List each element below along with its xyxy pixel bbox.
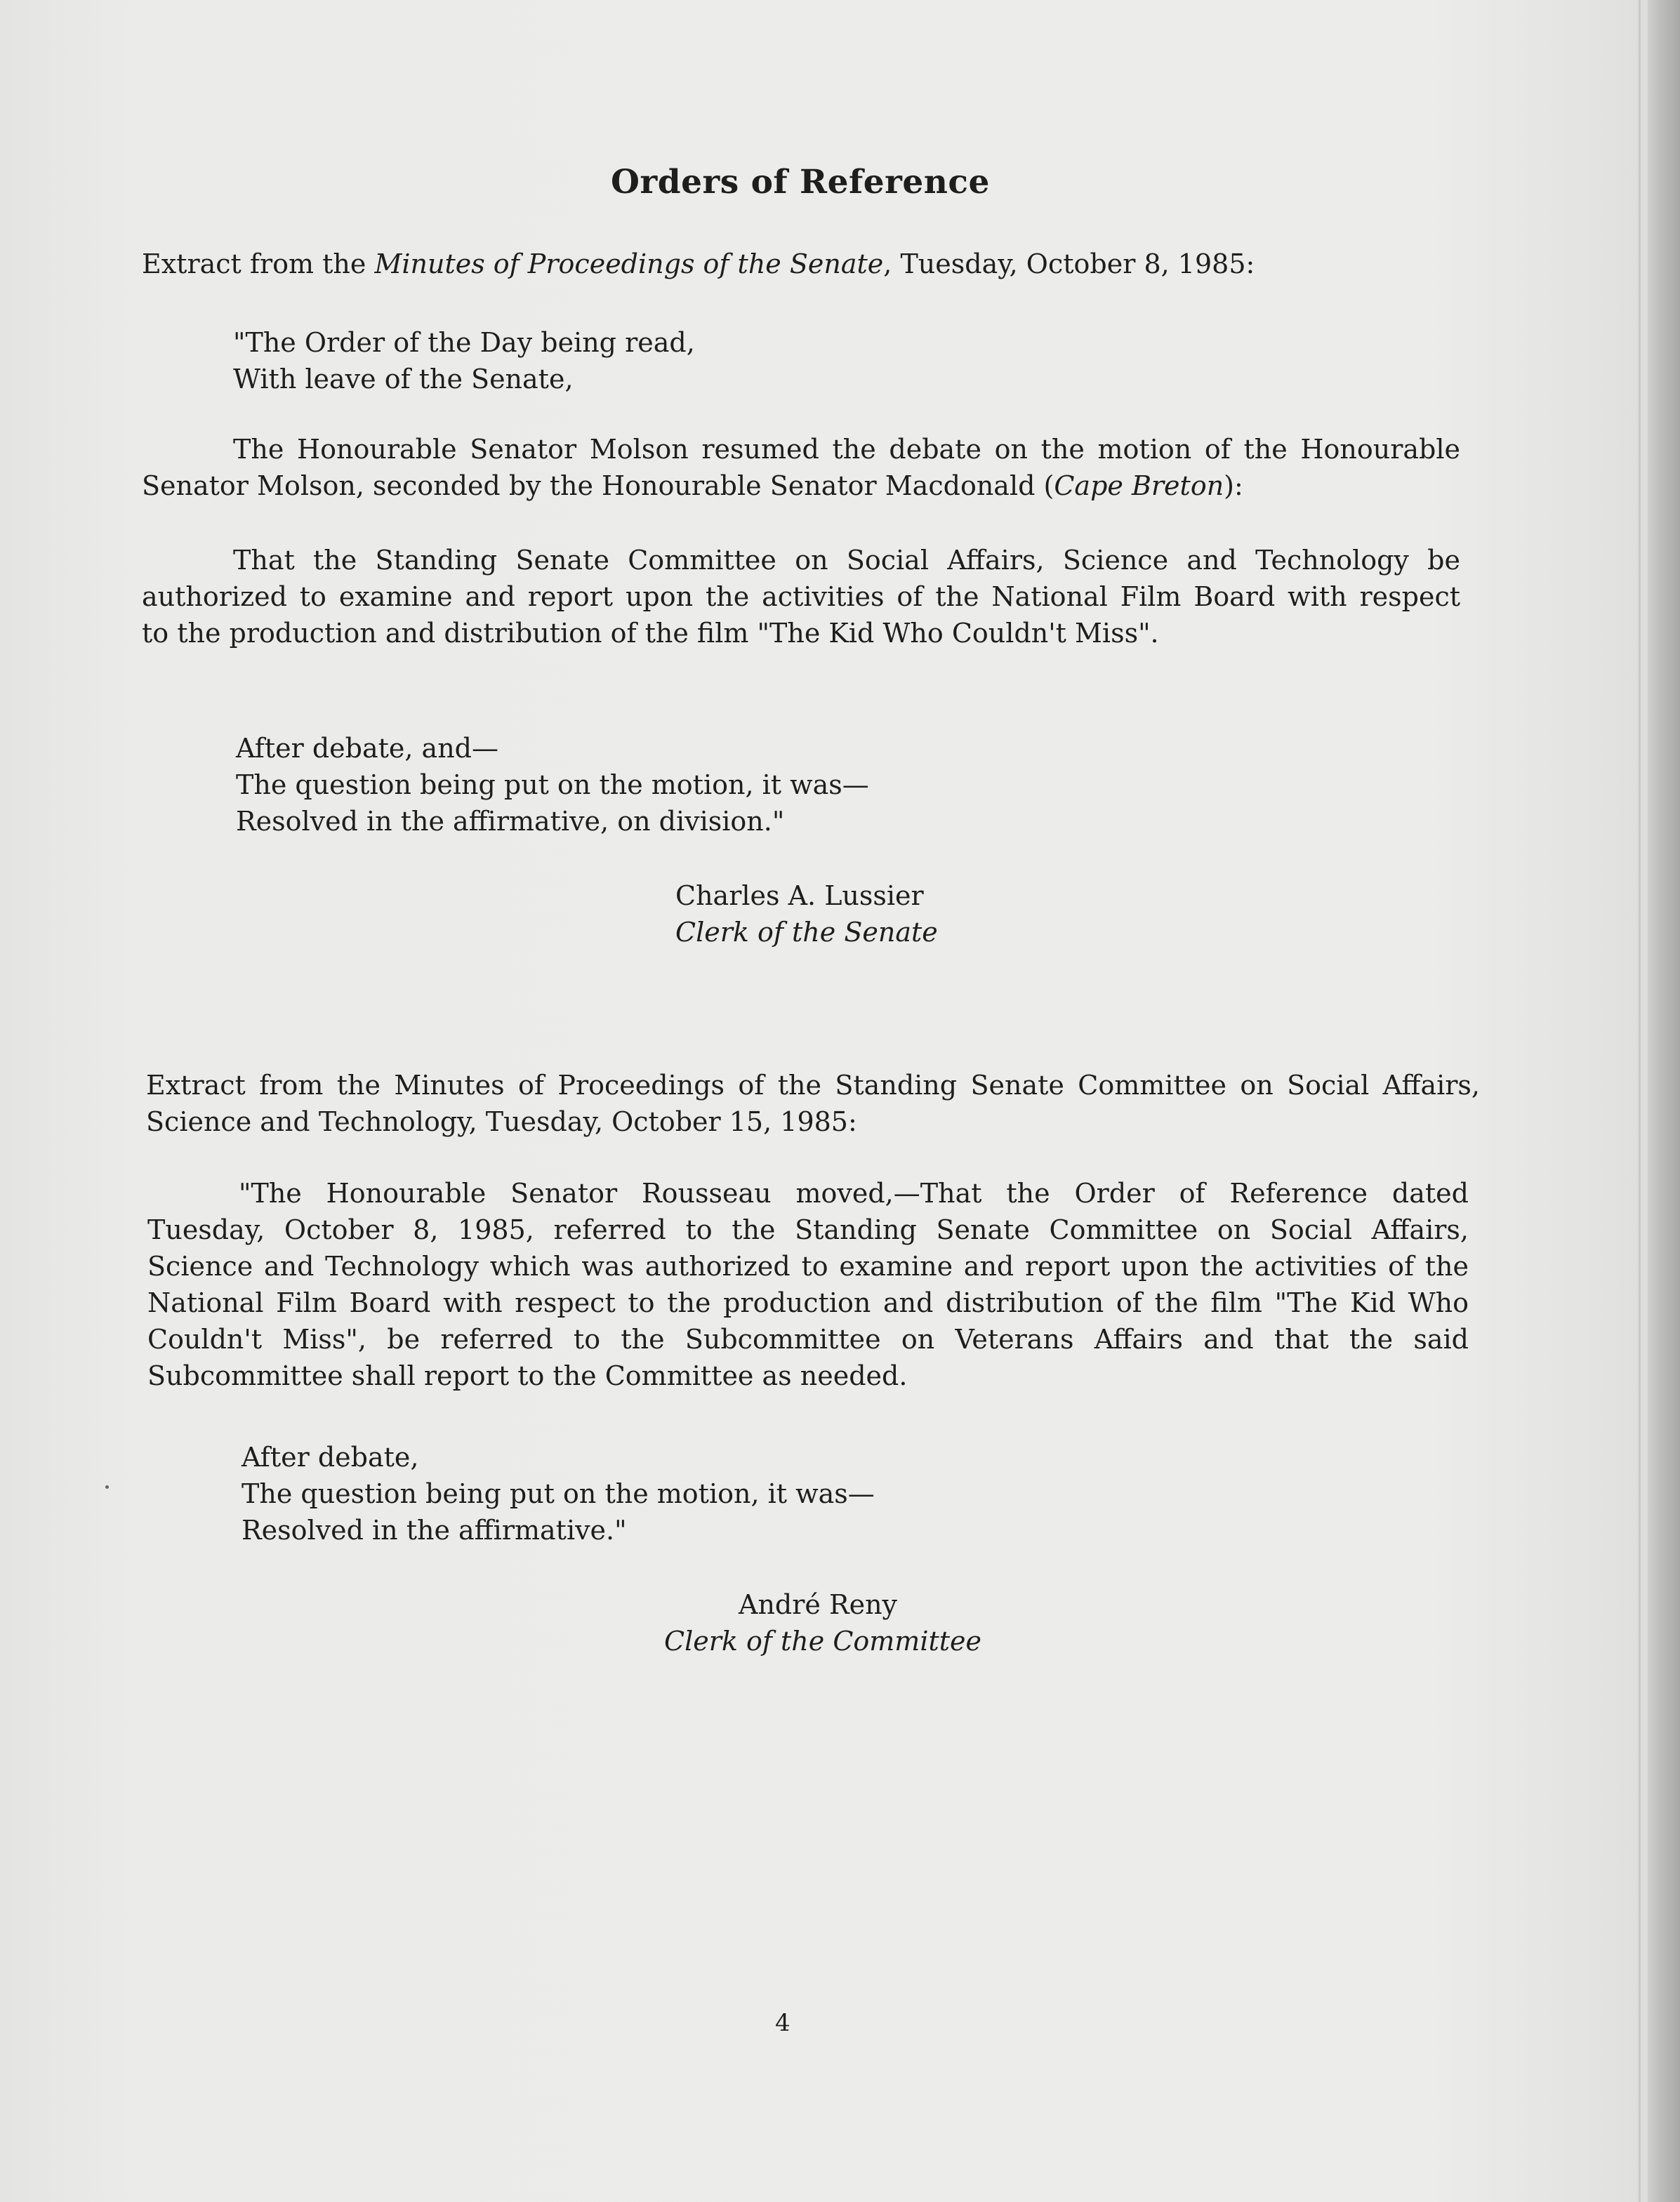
committee-intro-line-2: Science and Technology, Tuesday, October 15, 1985: xyxy=(146,1106,857,1137)
page-binding-edge xyxy=(1648,0,1680,2202)
stray-ink-mark xyxy=(105,1485,109,1489)
committee-motion-line-5: Couldn't Miss", be referred to the Subcommittee on Veterans Affairs and that the said xyxy=(147,1324,1469,1355)
senate-opening-line-2: With leave of the Senate, xyxy=(233,364,574,394)
committee-closing-line-2: The question being put on the motion, it was— xyxy=(242,1478,875,1509)
senate-resolution-line-2: authorized to examine and report upon the activities of the National Film Board with respect xyxy=(142,581,1460,612)
committee-closing-line-1: After debate, xyxy=(242,1442,419,1473)
senate-closing-line-2: The question being put on the motion, it was— xyxy=(236,769,869,800)
senate-motion-line-1: The Honourable Senator Molson resumed the debate on the motion of the Honourable xyxy=(233,434,1460,465)
committee-motion-line-2: Tuesday, October 8, 1985, referred to the Standing Senate Committee on Social Affairs, xyxy=(147,1214,1469,1245)
committee-signatory-title: Clerk of the Committee xyxy=(664,1626,982,1657)
committee-motion-line-4: National Film Board with respect to the production and distribution of the film "The Kid Who xyxy=(147,1287,1469,1318)
committee-motion-line-3: Science and Technology which was authorized to examine and report upon the activities of the xyxy=(147,1251,1469,1282)
committee-closing-line-3: Resolved in the affirmative." xyxy=(242,1515,627,1546)
senate-opening-line-1: "The Order of the Day being read, xyxy=(233,327,695,358)
senate-signatory-title: Clerk of the Senate xyxy=(675,917,938,948)
committee-motion-line-1: "The Honourable Senator Rousseau moved,—That the Order of Reference dated xyxy=(239,1178,1469,1209)
committee-signatory-name: André Reny xyxy=(739,1589,898,1620)
senate-closing-line-1: After debate, and— xyxy=(236,733,499,764)
senate-closing-line-3: Resolved in the affirmative, on division." xyxy=(236,806,785,837)
senate-resolution-line-3: to the production and distribution of the film "The Kid Who Couldn't Miss". xyxy=(142,618,1159,649)
committee-motion-line-6: Subcommittee shall report to the Committee as needed. xyxy=(147,1360,908,1391)
senate-signatory-name: Charles A. Lussier xyxy=(675,880,924,911)
committee-intro-line-1: Extract from the Minutes of Proceedings of the Standing Senate Committee on Social Affairs, xyxy=(146,1070,1480,1101)
senate-resolution-line-1: That the Standing Senate Committee on Social Affairs, Science and Technology be xyxy=(233,545,1460,576)
page-title: Orders of Reference xyxy=(611,163,990,201)
senate-motion-line-2: Senator Molson, seconded by the Honourable Senator Macdonald (Cape Breton): xyxy=(142,470,1243,501)
senate-extract-intro: Extract from the Minutes of Proceedings of the Senate, Tuesday, October 8, 1985: xyxy=(142,248,1255,279)
page-binding-shadow xyxy=(1639,0,1641,2202)
page-number: 4 xyxy=(775,2009,791,2037)
